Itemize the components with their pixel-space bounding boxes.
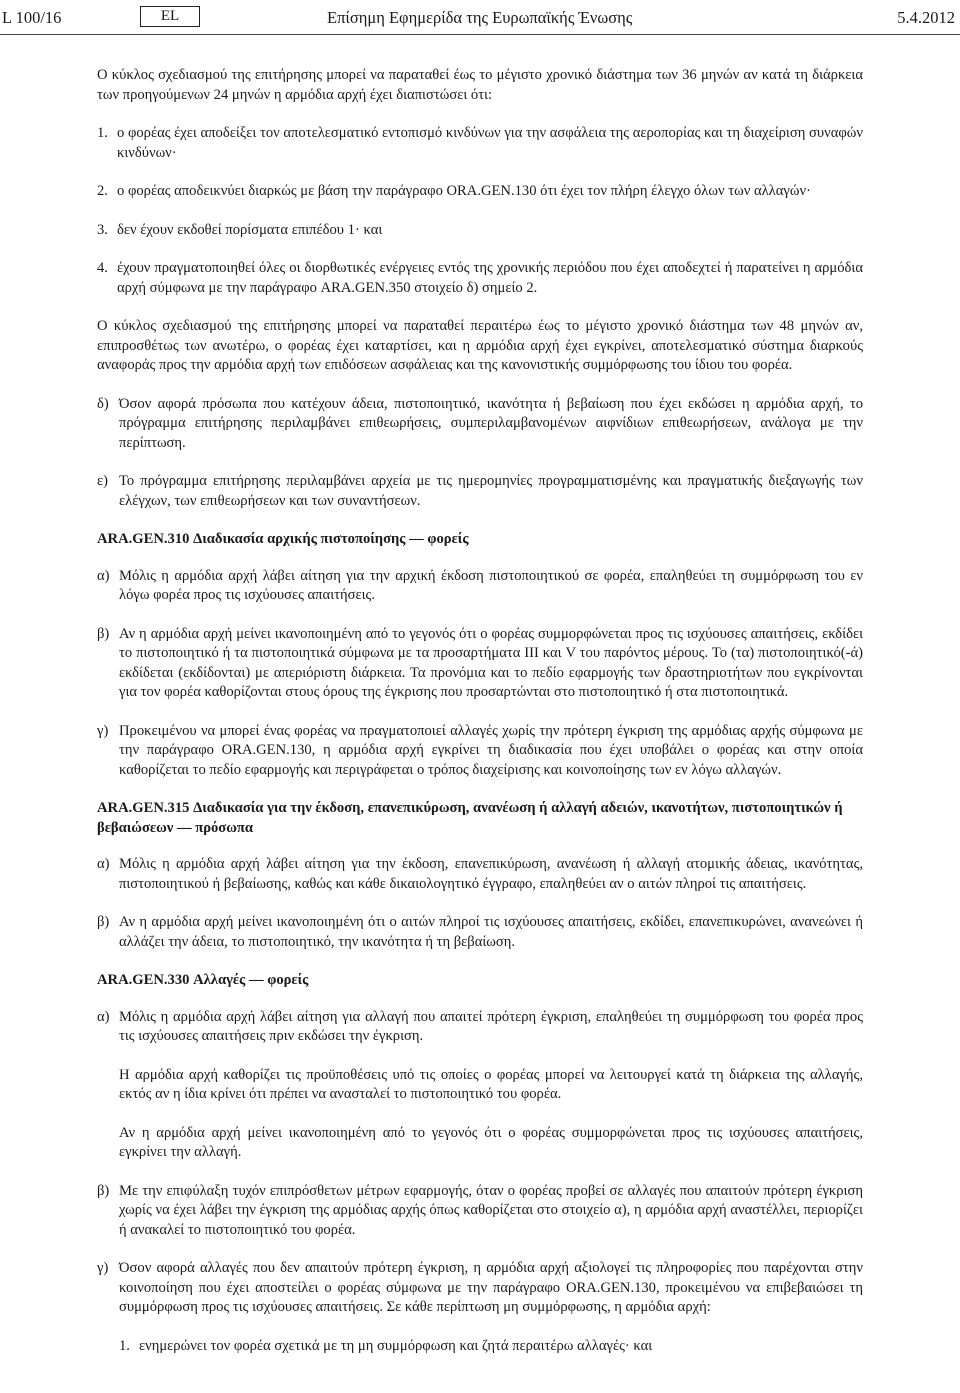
item-text: Μόλις η αρμόδια αρχή λάβει αίτηση για την αρχική έκδοση πιστοποιητικού σε φορέα, επαληθεύει τη συμμόρφωση του εν λόγω φορέα προς τις ισχύουσες απαιτήσεις. [119,567,863,603]
intro-paragraph: Ο κύκλος σχεδιασμού της επιτήρησης μπορεί να παραταθεί έως το μέγιστο χρονικό διάστημα των 36 μηνών αν κατά τη διάρκεια των προηγούμενων 24 μηνών η αρμόδια αρχή έχει διαπιστώσει ότι: [97,67,863,103]
item-text: Αν η αρμόδια αρχή μείνει ικανοποιημένη από το γεγονός ότι ο φορέας συμμορφώνεται προς τις ισχύουσες απαιτήσεις, εκδίδει το πιστοποιητικό ή τα πιστοποιητικά σύμφωνα με τα προσαρτήματα III και V του παρόντος μέρους. Το (τα) πιστοποιητικό(-ά) εκδίδεται (εκδίδονται) με απεριόριστη διάρκεια. Τα προνόμια και το πεδίο εφαρμογής των δραστηριοτήτων που εγκρίνονται για τον φορέα καθορίζονται στους όρους της έγκρισης που προσαρτώνται στο πιστοποιητικό ή στα πιστοποιητικά. [119,625,863,700]
document-body [97,66,863,1356]
section-310-item-c [97,722,863,781]
page-number: L 100/16 [2,8,62,27]
section-310-heading: ARA.GEN.310 Διαδικασία αρχικής πιστοποίησης — φορείς [97,531,469,547]
sub-item-number: 1. [119,1337,130,1354]
extension-paragraph: Ο κύκλος σχεδιασμού της επιτήρησης μπορεί να παραταθεί περαιτέρω έως το μέγιστο χρονικό διάστημα των 48 μηνών αν, επιπροσθέτως των ανωτέρω, ο φορέας έχει καταρτίσει, και η αρμόδια αρχή έχει εγκρίνει, αποτελεσματικό σύστημα διαρκούς αναφοράς προς την αρμόδια αρχή των επιδόσεων ασφάλειας και της κανονιστικής συμμόρφωσης του ίδιου του φορέα. [97,318,863,373]
point-text: Όσον αφορά πρόσωπα που κατέχουν άδεια, πιστοποιητικό, ικανότητα ή βεβαίωση που έχει εκδώσει η αρμόδια αρχή, το πρόγραμμα επιτήρησης περιλαμβάνει επιθεωρήσεις, συμπεριλαμβανομένων αιφνίδιων επιθεωρήσεων, ανάλογα με την περίπτωση. [119,395,863,451]
item-label: α) [97,856,110,872]
section-330-sub-item-1 [119,1337,863,1357]
journal-title: Επίσημη Εφημερίδα της Ευρωπαϊκής Ένωσης [327,8,633,27]
condition-text: δεν έχουν εκδοθεί πορίσματα επιπέδου 1· και [117,221,383,238]
item-text: Μόλις η αρμόδια αρχή λάβει αίτηση για την έκδοση, επανεπικύρωση, ανανέωση ή αλλαγή ατομικής άδειας, ικανότητας, πιστοποιητικού ή βεβαίωσης, καθώς και κάθε δικαιολογητικό έγγραφο, επαληθεύει αν ο αιτών πληροί τις απαιτήσεις. [119,856,863,892]
condition-number: 1. [97,125,108,141]
condition-3 [97,221,863,241]
language-box: EL [140,6,200,27]
point-label: δ) [97,395,109,412]
item-label: γ) [97,1260,109,1276]
condition-1 [97,124,863,163]
condition-2 [97,182,863,202]
item-text: Αν η αρμόδια αρχή μείνει ικανοποιημένη ότι ο αιτών πληροί τις ισχύουσες απαιτήσεις, εκδίδει, επανεπικυρώνει, ανανεώνει ή αλλάζει την άδεια, το πιστοποιητικό, την ικανότητα ή τη βεβαίωση. [119,914,863,950]
section-330-sub-paragraph: Η αρμόδια αρχή καθορίζει τις προϋποθέσεις υπό τις οποίες ο φορέας μπορεί να λειτουργεί κατά τη διάρκεια της αλλαγής, εκτός αν η ίδια κρίνει ότι πρέπει να ανασταλεί το πιστοποιητικό του φορέα. [119,1066,863,1102]
item-text: Προκειμένου να μπορεί ένας φορέας να πραγματοποιεί αλλαγές χωρίς την πρότερη έγκριση της αρμόδιας αρχής σύμφωνα με την παράγραφο ORA.GEN.130, η αρμόδια αρχή εγκρίνει τη διαδικασία που έχει υποβάλει ο φορέας και στην οποία καθορίζεται το πεδίο εφαρμογής και περιγράφεται ο τρόπος διαχείρισης και κοινοποίησης των εν λόγω αλλαγών. [119,722,863,778]
condition-4 [97,259,863,298]
publication-date: 5.4.2012 [897,8,955,27]
item-text: Μόλις η αρμόδια αρχή λάβει αίτηση για αλλαγή που απαιτεί πρότερη έγκριση, επαληθεύει τη συμμόρφωση του φορέα προς τις ισχύουσες απαιτήσεις πριν εκδώσει την έγκριση. [119,1008,863,1044]
point-e [97,472,863,511]
point-label: ε) [97,473,108,489]
condition-text: ο φορέας αποδεικνύει διαρκώς με βάση την παράγραφο ORA.GEN.130 ότι έχει τον πλήρη έλεγχο όλων των αλλαγών· [117,183,811,199]
section-330-item-b [97,1182,863,1241]
condition-number: 2. [97,183,108,199]
section-330-item-a [97,1008,863,1047]
item-label: α) [97,1008,110,1025]
item-label: β) [97,625,110,642]
page-header [2,6,960,28]
section-330-sub-paragraph: Αν η αρμόδια αρχή μείνει ικανοποιημένη από το γεγονός ότι ο φορέας συμμορφώνεται προς τις ισχύουσες απαιτήσεις, εγκρίνει την αλλαγή. [119,1124,863,1160]
section-330-heading: ARA.GEN.330 Αλλαγές — φορείς [97,972,309,988]
condition-text: ο φορέας έχει αποδείξει τον αποτελεσματικό εντοπισμό κινδύνων για την ασφάλεια της αεροπορίας και τη διαχείριση συναφών κινδύνων· [117,125,863,161]
condition-text: έχουν πραγματοποιηθεί όλες οι διορθωτικές ενέργειες εντός της χρονικής περιόδου που έχει αποδεχτεί ή παρατείνει η αρμόδια αρχή σύμφωνα με την παράγραφο ARA.GEN.350 στοιχείο δ) σημείο 2. [117,260,863,296]
condition-number: 4. [97,260,108,276]
sub-item-text: ενημερώνει τον φορέα σχετικά με τη μη συμμόρφωση και ζητά περαιτέρω αλλαγές· και [139,1337,653,1354]
section-330-item-c [97,1259,863,1318]
header-rule [0,34,960,35]
section-315-item-a [97,855,863,894]
section-315-heading: ARA.GEN.315 Διαδικασία για την έκδοση, επανεπικύρωση, ανανέωση ή αλλαγή αδειών, ικανοτήτων, πιστοποιητικών ή βεβαιώσεων — πρόσωπα [97,800,843,836]
section-315-item-b [97,913,863,952]
item-label: α) [97,567,110,584]
item-text: Όσον αφορά αλλαγές που δεν απαιτούν πρότερη έγκριση, η αρμόδια αρχή αξιολογεί τις πληροφορίες που παρέχονται στην κοινοποίηση που έχει αποστείλει ο φορέας σύμφωνα με την παράγραφο ORA.GEN.130, προκειμένου να επιβεβαιώσει τη συμμόρφωση προς τις ισχύουσες απαιτήσεις. Σε κάθε περίπτωση μη συμμόρφωσης, η αρμόδια αρχή: [119,1260,863,1315]
point-text: Το πρόγραμμα επιτήρησης περιλαμβάνει αρχεία με τις ημερομηνίες προγραμματισμένης και πραγματικής διεξαγωγής των ελέγχων, των επιθεωρήσεων και των συναντήσεων. [119,473,863,509]
section-310-item-a [97,567,863,606]
condition-number: 3. [97,221,108,238]
point-d [97,395,863,454]
item-label: γ) [97,722,109,739]
item-label: β) [97,914,110,930]
item-label: β) [97,1182,110,1199]
item-text: Με την επιφύλαξη τυχόν επιπρόσθετων μέτρων εφαρμογής, όταν ο φορέας προβεί σε αλλαγές που απαιτούν πρότερη έγκριση χωρίς να έχει λάβει την έγκριση της αρμόδιας αρχής όπως καθορίζεται στο στοιχείο α), η αρμόδια αρχή αναστέλλει, περιορίζει ή ανακαλεί το πιστοποιητικό του φορέα. [119,1182,863,1238]
section-310-item-b [97,625,863,703]
